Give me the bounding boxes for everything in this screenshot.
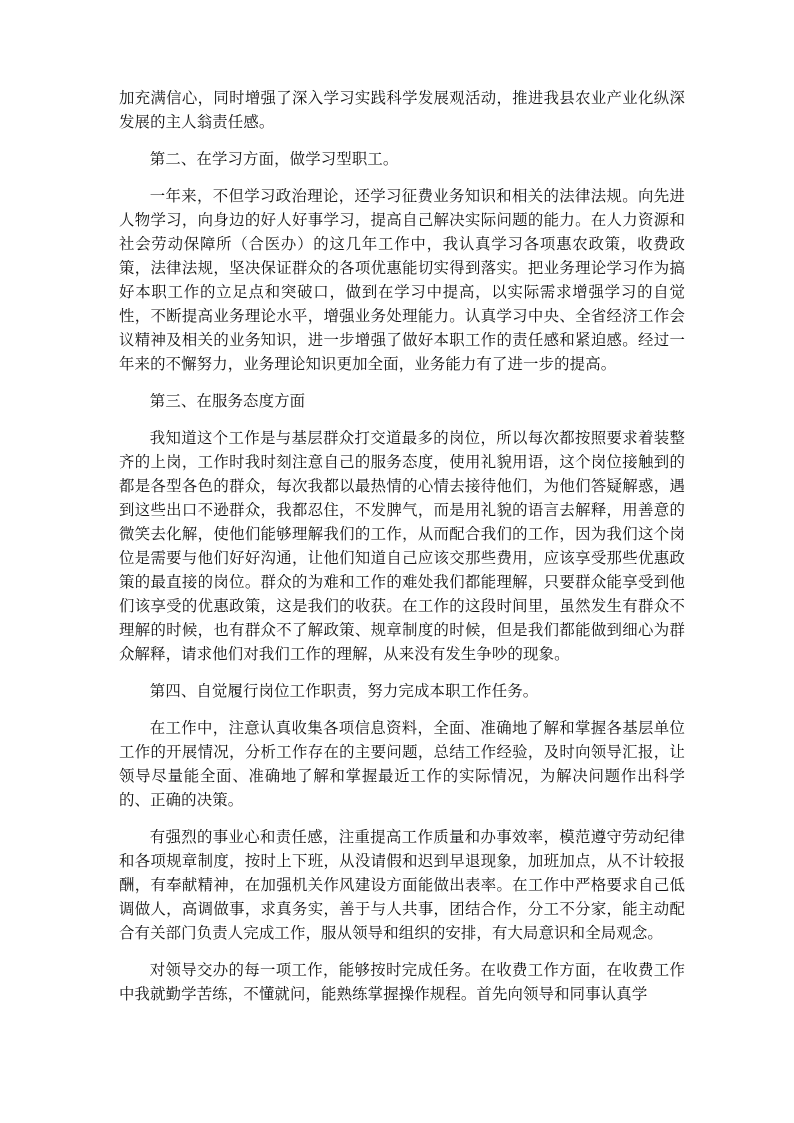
paragraph-continuation: 加充满信心，同时增强了深入学习实践科学发展观活动，推进我县农业产业化纵深发展的主人翁责任感。 xyxy=(119,89,685,131)
paragraph-responsibility: 有强烈的事业心和责任感，注重提高工作质量和办事效率，模范遵守劳动纪律和各项规章制度，按时上下班，从没请假和迟到早退现象，加班加点，从不计较报酬，有奉献精神，在加强机关作风建设方面能做出表率。在工作中严格要求自己低调做人，高调做事，求真务实，善于与人共事，团结合作，分工不分家，能主动配合有关部门负责人完成工作，服从领导和组织的安排，有大局意识和全局观念。 xyxy=(119,828,685,942)
section-heading-study: 第二、在学习方面，做学习型职工。 xyxy=(149,150,399,168)
section-heading-service: 第三、在服务态度方面 xyxy=(149,392,306,410)
paragraph-study: 一年来，不但学习政治理论，还学习征费业务知识和相关的法律法规。向先进人物学习，向身边的好人好事学习，提高自己解决实际问题的能力。在人力资源和社会劳动保障所（合医办）的这几年工作中，我认真学习各项惠农政策，收费政策，法律法规，坚决保证群众的各项优惠能切实得到落实。把业务理论学习作为搞好本职工作的立足点和突破口，做到在学习中提高，以实际需求增强学习的自觉性，不断提高业务理论水平，增强业务处理能力。认真学习中央、全省经济工作会议精神及相关的业务知识，进一步增强了做好本职工作的责任感和紧迫感。经过一年来的不懈努力，业务理论知识更加全面，业务能力有了进一步的提高。 xyxy=(119,187,685,373)
section-heading-duties: 第四、自觉履行岗位工作职责，努力完成本职工作任务。 xyxy=(149,682,539,700)
paragraph-service: 我知道这个工作是与基层群众打交道最多的岗位，所以每次都按照要求着装整齐的上岗，工作时我时刻注意自己的服务态度，使用礼貌用语，这个岗位接触到的都是各型各色的群众，每次我都以最热情的心情去接待他们，为他们答疑解惑，遇到这些出口不逊群众，我都忍住，不发脾气，而是用礼貌的语言去解释，用善意的微笑去化解，使他们能够理解我们的工作，从而配合我们的工作，因为我们这个岗位是需要与他们好好沟通，让他们知道自己应该交那些费用，应该享受那些优惠政策的最直接的岗位。群众的为难和工作的难处我们都能理解，只要群众能享受到他们该享受的优惠政策，这是我们的收获。在工作的这段时间里，虽然发生有群众不理解的时候，也有群众不了解政策、规章制度的时候，但是我们都能做到细心为群众解释，请求他们对我们工作的理解，从来没有发生争吵的现象。 xyxy=(119,429,685,663)
paragraph-tasks: 对领导交办的每一项工作，能够按时完成任务。在收费工作方面，在收费工作中我就勤学苦练，不懂就问，能熟练掌握操作规程。首先向领导和同事认真学 xyxy=(119,961,685,1003)
paragraph-information: 在工作中，注意认真收集各项信息资料，全面、准确地了解和掌握各基层单位工作的开展情况，分析工作存在的主要问题，总结工作经验，及时向领导汇报，让领导尽量能全面、准确地了解和掌握最近工作的实际情况，为解决问题作出科学的、正确的决策。 xyxy=(119,719,685,809)
document-page xyxy=(119,86,685,1019)
